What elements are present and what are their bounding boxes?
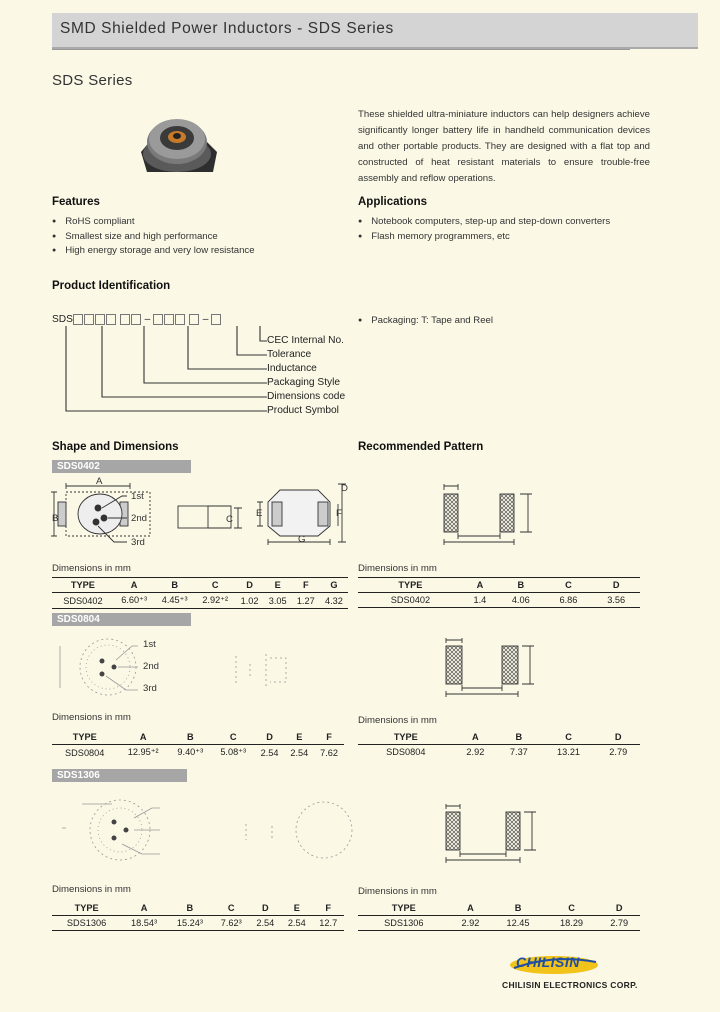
table-cell: 2.54 — [250, 916, 281, 931]
table-row — [358, 593, 640, 608]
feature-item: ● RoHS compliant — [52, 216, 135, 227]
table-cell: 1.02 — [235, 593, 263, 609]
header-divider — [52, 49, 630, 50]
section-bar-sds0402: SDS0402 — [52, 460, 191, 473]
table-header: C — [195, 578, 236, 593]
table-header: D — [592, 578, 640, 593]
table-header: TYPE — [358, 901, 450, 916]
terminal-label-2nd: 2nd — [131, 513, 148, 524]
product-id-heading: Product Identification — [52, 280, 171, 292]
label-cec-internal: CEC Internal No. — [267, 335, 345, 346]
feature-item: ● Smallest size and high performance — [52, 231, 218, 242]
sds1306-pattern — [436, 802, 546, 872]
table-header: E — [264, 578, 292, 593]
dim-label-e: E — [256, 508, 263, 519]
table-cell: 6.60⁺³ — [114, 593, 155, 609]
shape-dimensions-heading: Shape and Dimensions — [52, 441, 179, 453]
table-cell: 12.45 — [491, 916, 545, 931]
table-header: B — [497, 730, 540, 745]
table-header: E — [284, 730, 314, 745]
sds1306-side-views — [236, 800, 346, 860]
table-header: D — [598, 901, 640, 916]
table-cell: SDS0402 — [52, 593, 114, 609]
dim-label-f: F — [336, 508, 342, 519]
part-number-code: SDS – – — [52, 314, 222, 325]
table-cell: 13.21 — [557, 747, 581, 757]
sds0402-side-view — [176, 500, 246, 540]
table-header-row — [52, 578, 348, 593]
description: These shielded ultra-miniature inductors can help designers achieve significantly longer battery life in handheld communication devices and other portable products. They are designed with a flat top and constructed of heat resistant materials to ensure trouble-free assembly and reflow operations. — [358, 109, 650, 184]
table-header-row — [358, 730, 640, 745]
table-cell: 3.56 — [592, 593, 640, 608]
sds0402-dimension-table — [52, 577, 348, 609]
label-dimensions-code: Dimensions code — [267, 391, 346, 402]
table-cell: 15.24³ — [167, 916, 213, 931]
table-header-row — [358, 578, 640, 593]
section-bar-sds1306: SDS1306 — [52, 769, 187, 782]
table-cell: 7.62³ — [213, 916, 250, 931]
label-inductance: Inductance — [267, 363, 317, 374]
table-cell: SDS1306 — [358, 916, 450, 931]
table-header: A — [117, 730, 168, 745]
table-cell: 6.86 — [545, 593, 593, 608]
table-header: D — [235, 578, 263, 593]
dims-caption: Dimensions in mm — [52, 712, 131, 723]
table-header: F — [292, 578, 320, 593]
table-header: TYPE — [358, 578, 463, 593]
table-cell: 12.95⁺² — [127, 747, 159, 757]
terminal-label-3rd: 3rd — [131, 537, 145, 548]
dims-caption: Dimensions in mm — [52, 884, 131, 895]
table-header: F — [314, 730, 344, 745]
table-cell: 7.62 — [320, 747, 339, 758]
table-cell: 5.08⁺³ — [220, 747, 247, 757]
product-id-leader-lines — [52, 326, 267, 416]
table-header: TYPE — [52, 730, 117, 745]
terminal-label-2nd: 2nd — [143, 661, 160, 672]
sds0402-pattern-table — [358, 577, 640, 608]
sds0804-side-views — [230, 650, 310, 690]
product-photo — [133, 112, 223, 182]
table-cell: SDS1306 — [52, 916, 121, 931]
part-prefix: SDS — [52, 314, 73, 326]
dim-label-c: C — [226, 514, 233, 525]
table-header: E — [281, 901, 312, 916]
table-cell: 4.32 — [320, 593, 348, 609]
table-header: C — [545, 901, 599, 916]
table-cell: 2.54 — [260, 747, 279, 758]
sds0804-pattern — [436, 636, 546, 706]
company-name: CHILISIN ELECTRONICS CORP. — [502, 980, 638, 990]
dim-label-d: D — [341, 483, 348, 494]
table-cell: 2.79 — [609, 747, 628, 757]
table-cell: 4.06 — [497, 593, 545, 608]
table-header: A — [114, 578, 155, 593]
table-row — [52, 593, 348, 609]
label-tolerance: Tolerance — [267, 349, 312, 360]
table-header: A — [121, 901, 167, 916]
dim-label-g: G — [298, 534, 306, 545]
table-row — [52, 916, 344, 931]
sds0804-dimension-table — [52, 730, 344, 760]
table-header: A — [450, 901, 492, 916]
sds1306-pattern-table — [358, 901, 640, 931]
table-header: G — [320, 578, 348, 593]
dims-caption: Dimensions in mm — [52, 563, 131, 574]
sds0804-pattern-table — [358, 730, 640, 759]
feature-item: ● High energy storage and very low resistance — [52, 245, 255, 256]
section-bar-sds0804: SDS0804 — [52, 613, 191, 626]
pattern-dims-caption: Dimensions in mm — [358, 715, 437, 726]
recommended-pattern-heading: Recommended Pattern — [358, 441, 484, 453]
applications-heading: Applications — [358, 196, 428, 208]
table-cell: SDS0804 — [386, 747, 426, 757]
table-cell: 2.54 — [281, 916, 312, 931]
sds1306-top-view — [56, 788, 176, 863]
table-cell: 2.92⁺² — [195, 593, 236, 609]
table-header: F — [312, 901, 344, 916]
table-header: D — [597, 730, 641, 745]
table-cell: SDS0804 — [65, 747, 105, 758]
table-header: B — [497, 578, 545, 593]
page-title: SMD Shielded Power Inductors - SDS Series — [60, 20, 394, 37]
table-cell: 18.29 — [545, 916, 599, 931]
table-header: C — [213, 901, 250, 916]
table-header-row — [52, 901, 344, 916]
table-header: C — [212, 730, 255, 745]
table-header: B — [491, 901, 545, 916]
table-cell: 2.92 — [466, 747, 485, 757]
table-cell: 18.54³ — [121, 916, 167, 931]
table-header: TYPE — [52, 578, 114, 593]
label-product-symbol: Product Symbol — [267, 405, 339, 416]
pattern-dims-caption: Dimensions in mm — [358, 563, 437, 574]
pattern-dims-caption: Dimensions in mm — [358, 886, 437, 897]
table-header: A — [454, 730, 497, 745]
table-cell: SDS0402 — [358, 593, 463, 608]
label-packaging-style: Packaging Style — [267, 377, 341, 388]
features-heading: Features — [52, 196, 100, 208]
table-cell: 4.45⁺³ — [154, 593, 195, 609]
table-header: A — [463, 578, 497, 593]
table-header: B — [167, 901, 213, 916]
logo-brand: CHILISIN — [516, 954, 580, 970]
packaging-note: ● Packaging: T: Tape and Reel — [358, 315, 493, 326]
table-header-row — [358, 901, 640, 916]
table-cell: 12.7 — [312, 916, 344, 931]
table-header: D — [255, 730, 285, 745]
table-header: TYPE — [358, 730, 454, 745]
dim-label-b: B — [52, 513, 59, 524]
table-row — [358, 916, 640, 931]
table-cell: 2.79 — [598, 916, 640, 931]
table-header-row — [52, 730, 344, 745]
sds0402-pattern — [436, 482, 546, 552]
table-cell: 3.05 — [264, 593, 292, 609]
table-cell: 9.40⁺³ — [177, 747, 204, 757]
series-title: SDS Series — [52, 72, 133, 89]
table-header: C — [541, 730, 597, 745]
table-cell: 7.37 — [509, 747, 528, 757]
application-item: ● Notebook computers, step-up and step-down converters — [358, 216, 610, 227]
table-header: TYPE — [52, 901, 121, 916]
table-cell: 2.54 — [290, 747, 309, 758]
application-item: ● Flash memory programmers, etc — [358, 231, 510, 242]
sds1306-dimension-table — [52, 901, 344, 931]
table-header: D — [250, 901, 281, 916]
terminal-label-1st: 1st — [143, 639, 156, 650]
terminal-label-3rd: 3rd — [143, 683, 157, 694]
table-header: B — [169, 730, 212, 745]
table-row — [52, 745, 344, 761]
table-row — [358, 745, 640, 760]
table-cell: 1.27 — [292, 593, 320, 609]
table-header: B — [154, 578, 195, 593]
table-header: C — [545, 578, 593, 593]
dim-label-a: A — [96, 476, 103, 487]
terminal-label-1st: 1st — [131, 491, 144, 502]
table-cell: 2.92 — [450, 916, 492, 931]
table-cell: 1.4 — [463, 593, 497, 608]
